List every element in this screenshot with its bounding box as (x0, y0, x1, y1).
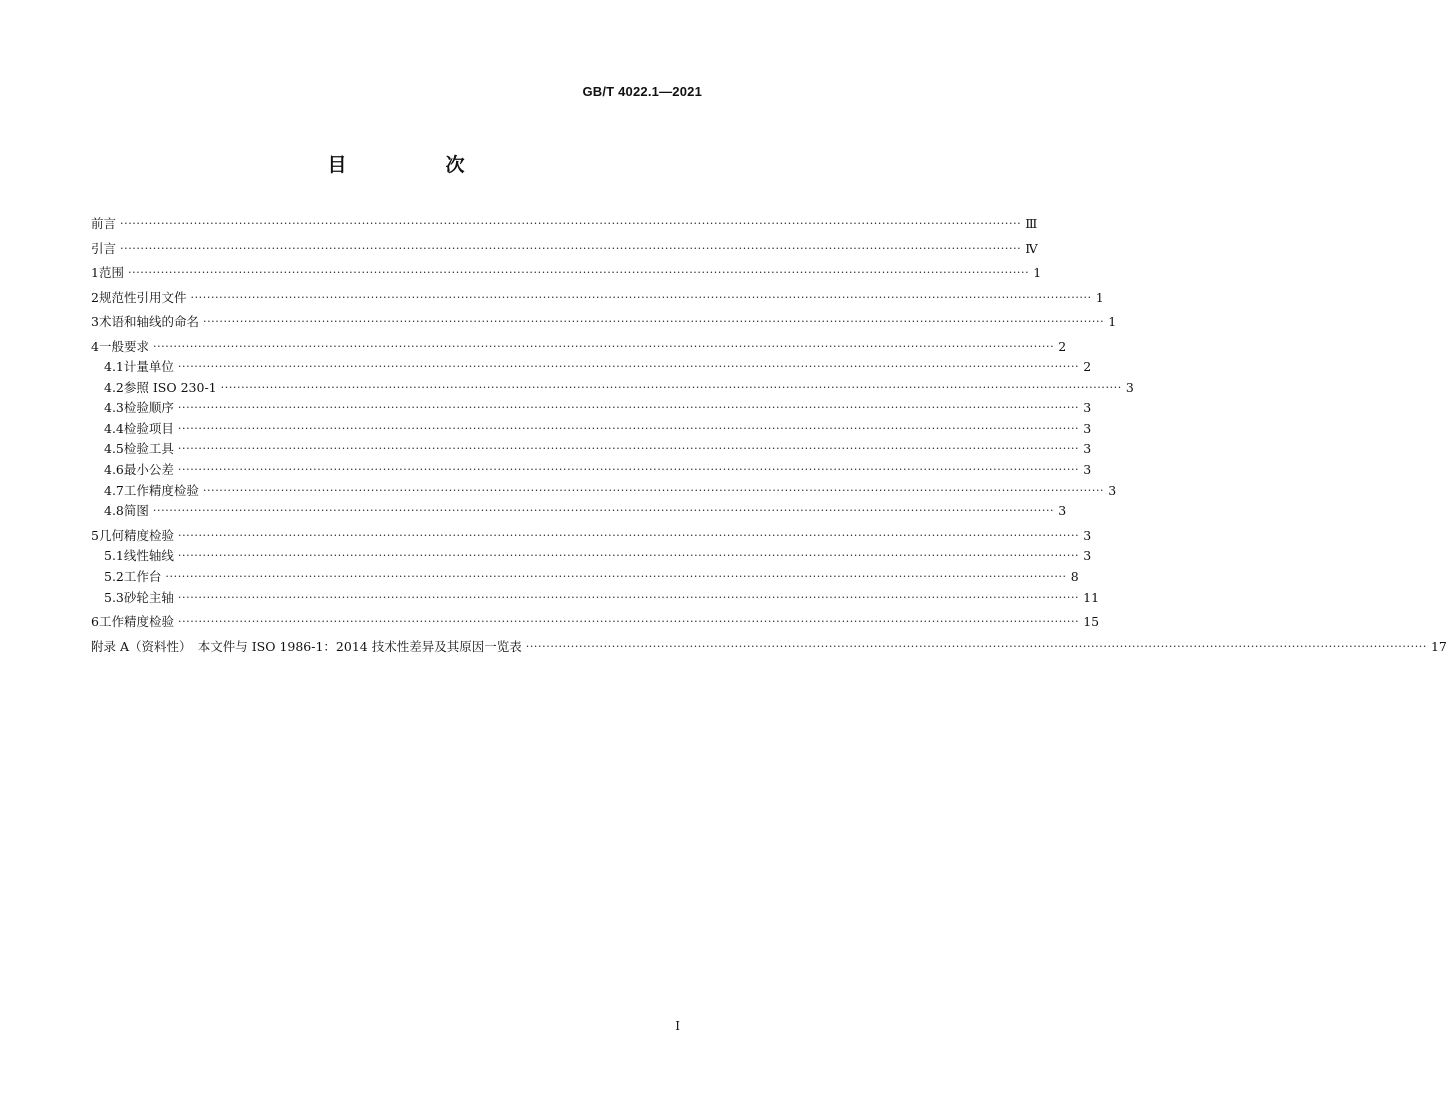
table-of-contents (91, 216, 1447, 655)
toc-entry-page: 15 (1083, 614, 1100, 630)
toc-entry[interactable] (91, 289, 1104, 306)
toc-leader-dots: ···························································································································································································································· (220, 380, 1122, 394)
toc-leader-dots: ···························································································································································································································· (202, 483, 1105, 497)
toc-entry[interactable] (91, 379, 1134, 396)
toc-entry-number: 5 (91, 527, 99, 543)
toc-entry[interactable] (91, 568, 1079, 585)
toc-entry-page: 3 (1083, 548, 1092, 564)
toc-leader-dots: ···························································································································································································································· (177, 360, 1080, 374)
page-folio: Ⅰ (675, 1019, 680, 1033)
toc-leader-dots: ···························································································································································································································· (177, 463, 1080, 477)
toc-entry[interactable] (91, 240, 1038, 257)
toc-entry[interactable] (91, 314, 1117, 330)
toc-entry-page: 2 (1058, 338, 1067, 354)
toc-entry-label: 范围 (98, 265, 124, 280)
toc-entry-number: 4.2 (104, 379, 124, 395)
toc-entry-label: 线性轴线 (123, 548, 174, 564)
toc-leader-dots: ···························································································································································································································· (120, 217, 1022, 230)
toc-entry[interactable] (91, 503, 1067, 519)
toc-entry[interactable] (91, 462, 1092, 478)
toc-leader-dots: ···························································································································································································································· (177, 549, 1080, 563)
toc-entry[interactable] (91, 441, 1092, 457)
toc-entry[interactable] (91, 482, 1117, 499)
toc-entry-label: 检验工具 (123, 441, 174, 457)
toc-entry-number: 2 (91, 289, 99, 305)
toc-entry[interactable] (91, 527, 1092, 544)
toc-entry-number: 3 (91, 314, 99, 329)
toc-entry-number: 4.3 (104, 400, 124, 416)
toc-entry-label: 工作精度检验 (123, 482, 199, 498)
toc-entry-number: 4.6 (104, 462, 124, 478)
toc-entry-page: 8 (1070, 568, 1079, 584)
toc-leader-dots: ···························································································································································································································· (152, 504, 1055, 518)
toc-entry[interactable] (91, 216, 1038, 232)
toc-entry-number: 4.1 (104, 359, 124, 375)
toc-entry-label: 规范性引用文件 (98, 289, 187, 305)
toc-entry[interactable] (91, 338, 1067, 355)
toc-entry-page: 1 (1108, 314, 1117, 329)
toc-entry-page: Ⅳ (1025, 240, 1038, 256)
toc-entry[interactable] (91, 359, 1092, 375)
toc-entry[interactable] (91, 589, 1100, 606)
toc-leader-dots: ···························································································································································································································· (525, 639, 1427, 653)
toc-entry-label: 一般要求 (98, 338, 149, 354)
toc-entry-number: 4.7 (104, 482, 124, 498)
toc-entry-label: 参照 ISO 230-1 (123, 379, 217, 395)
toc-entry-page: 3 (1058, 503, 1067, 519)
toc-entry-label: 术语和轴线的命名 (98, 314, 199, 329)
toc-entry-number: 4.4 (104, 420, 124, 436)
toc-entry-page: Ⅲ (1025, 216, 1038, 231)
toc-entry-label: 最小公差 (123, 462, 174, 478)
toc-leader-dots: ···························································································································································································································· (177, 421, 1080, 435)
toc-entry-label: 检验项目 (123, 420, 174, 436)
toc-entry-label: 几何精度检验 (98, 527, 174, 543)
toc-entry-label: 工作台 (123, 568, 162, 584)
toc-leader-dots: ···························································································································································································································· (177, 442, 1080, 456)
toc-entry-number: 6 (91, 614, 99, 630)
toc-entry-label: 工作精度检验 (98, 614, 174, 630)
toc-leader-dots: ···························································································································································································································· (177, 401, 1080, 415)
toc-entry-page: 3 (1083, 462, 1092, 478)
toc-entry[interactable] (91, 614, 1100, 630)
toc-leader-dots: ···························································································································································································································· (190, 290, 1092, 304)
toc-entry-number: 4.5 (104, 441, 124, 457)
toc-entry-page: 1 (1033, 265, 1042, 280)
toc-leader-dots: ···························································································································································································································· (177, 590, 1080, 604)
toc-leader-dots: ···························································································································································································································· (177, 615, 1080, 629)
toc-entry-number: 1 (91, 265, 99, 280)
toc-leader-dots: ···························································································································································································································· (202, 315, 1105, 328)
toc-leader-dots: ···························································································································································································································· (152, 339, 1055, 353)
toc-entry-page: 3 (1108, 482, 1117, 498)
toc-entry-page: 3 (1083, 400, 1092, 416)
toc-entry-label: 砂轮主轴 (123, 589, 174, 605)
toc-entry[interactable] (91, 638, 1447, 655)
toc-entry-label: 引言 (91, 240, 117, 256)
toc-entry-page: 3 (1083, 441, 1092, 457)
toc-entry-number: 5.1 (104, 548, 124, 564)
toc-entry[interactable] (91, 548, 1092, 564)
toc-entry-label: 前言 (91, 216, 117, 231)
toc-entry-number: 4 (91, 338, 99, 354)
toc-leader-dots: ···························································································································································································································· (127, 266, 1030, 279)
toc-entry[interactable] (91, 400, 1092, 416)
toc-entry-number: 4.8 (104, 503, 124, 519)
toc-entry-page: 17 (1430, 638, 1447, 654)
toc-entry-label: 检验顺序 (123, 400, 174, 416)
toc-entry-label: 附录 A（资料性） 本文件与 ISO 1986-1：2014 技术性差异及其原因一览表 (91, 638, 522, 654)
page-title: 目 次 (327, 154, 505, 176)
toc-entry-page: 1 (1095, 289, 1104, 305)
toc-entry-number: 5.2 (104, 568, 124, 584)
toc-entry-page: 2 (1083, 359, 1092, 375)
toc-entry-label: 计量单位 (123, 359, 174, 375)
standard-code: GB/T 4022.1—2021 (582, 84, 702, 99)
toc-entry-page: 3 (1125, 379, 1134, 395)
toc-entry-page: 3 (1083, 420, 1092, 436)
toc-entry[interactable] (91, 265, 1042, 281)
toc-leader-dots: ···························································································································································································································· (165, 569, 1067, 583)
toc-entry-number: 5.3 (104, 589, 124, 605)
toc-entry[interactable] (91, 420, 1092, 437)
toc-entry-label: 简图 (123, 503, 149, 519)
toc-leader-dots: ···························································································································································································································· (120, 241, 1022, 255)
toc-leader-dots: ···························································································································································································································· (177, 528, 1080, 542)
toc-entry-page: 3 (1083, 527, 1092, 543)
toc-entry-page: 11 (1083, 589, 1100, 605)
